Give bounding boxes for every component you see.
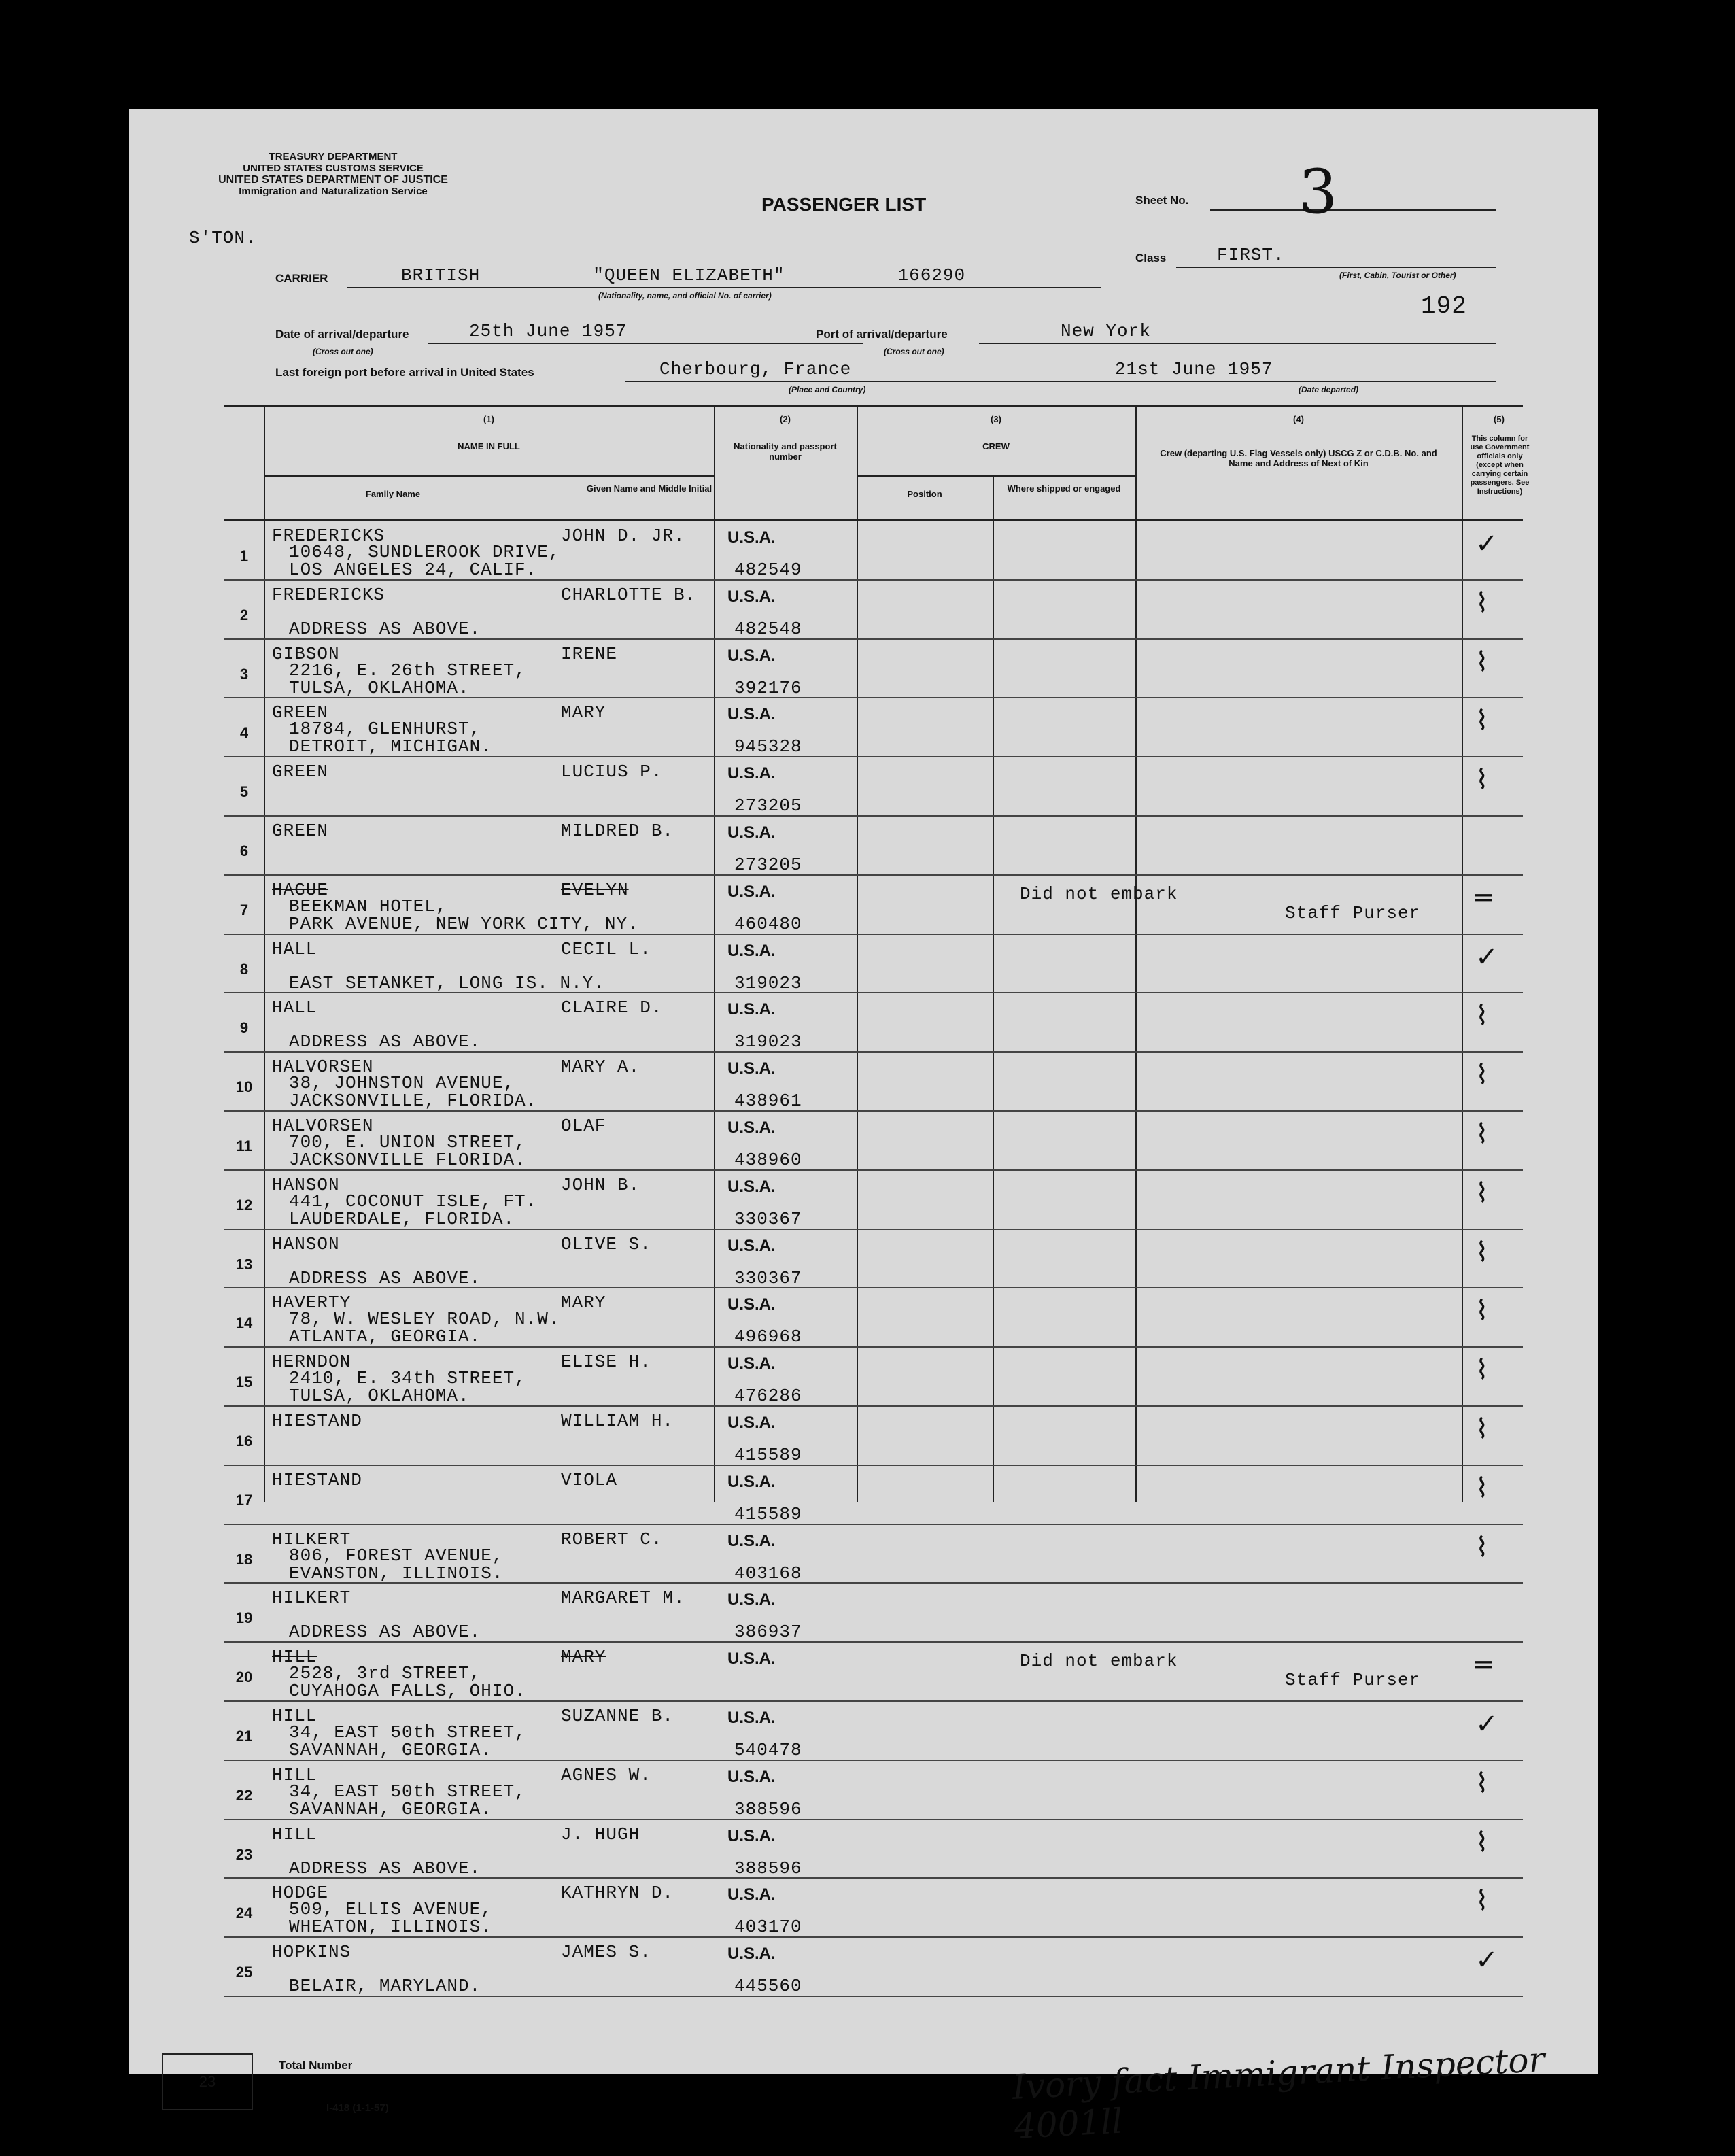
family-name: HILL [272,1647,317,1668]
col2-title: Nationality and passport number [734,441,837,462]
table-row [224,876,1523,935]
given-name: JOHN B. [561,1174,640,1195]
address-line-2: CUYAHOGA FALLS, OHIO. [289,1681,526,1702]
address-line-2: ADDRESS AS ABOVE. [289,1267,481,1288]
given-name: LUCIUS P. [561,762,663,783]
address-line-2: PARK AVENUE, NEW YORK CITY, NY. [289,913,639,934]
nationality: U.S.A. [727,705,776,724]
date-departed-note: (Date departed) [1299,385,1359,394]
nationality: U.S.A. [727,764,776,783]
row-number: 22 [235,1786,253,1804]
inspection-mark: ═ [1475,1649,1492,1681]
family-name: HALVORSEN [272,1115,374,1136]
nationality: U.S.A. [727,587,776,606]
table-row [224,1230,1523,1289]
inspection-mark: ⌇ [1475,1413,1489,1445]
family-name: GREEN [272,702,329,723]
address-line-2: WHEATON, ILLINOIS. [289,1917,492,1938]
row-number: 16 [235,1432,253,1450]
passport-number: 460480 [734,913,802,934]
given-name: VIOLA [561,1469,618,1490]
nationality: U.S.A. [727,882,776,901]
address-line-1: 2216, E. 26th STREET, [289,660,526,681]
address-line-2: JACKSONVILLE FLORIDA. [289,1149,526,1170]
row-number: 8 [239,960,249,978]
row-number: 19 [235,1609,253,1627]
table-row [224,521,1523,581]
table-row [224,1525,1523,1584]
nationality: U.S.A. [727,1472,776,1491]
inspection-mark: ⌇ [1475,1118,1489,1150]
nationality: U.S.A. [727,941,776,960]
table-row [224,1702,1523,1761]
row-number: 6 [239,842,249,859]
nationality: U.S.A. [727,1590,776,1609]
address-line-2: LAUDERDALE, FLORIDA. [289,1208,515,1229]
family-name: HIESTAND [272,1469,362,1490]
table-header [224,405,1530,521]
address-line-1: 34, EAST 50th STREET, [289,1722,526,1743]
col3b-title: Where shipped or engaged [1007,483,1121,494]
class-note: (First, Cabin, Tourist or Other) [1339,271,1456,280]
given-name: MARY [561,1647,606,1668]
address-line-2: EAST SETANKET, LONG IS. N.Y. [289,972,605,993]
table-row [224,1643,1523,1702]
given-name: MILDRED B. [561,820,674,841]
cross-note-1: (Cross out one) [313,347,373,356]
sheet-number: 3 [1299,156,1338,228]
address-line-2: SAVANNAH, GEORGIA. [289,1798,492,1819]
not-embarked-note: Did not embark [1020,1651,1178,1672]
row-number: 20 [235,1669,253,1686]
nationality: U.S.A. [727,1945,776,1964]
passport-number: 388596 [734,1858,802,1879]
family-name: HERNDON [272,1352,351,1373]
inspection-mark: ⌇ [1475,587,1489,619]
family-name: HALL [272,938,317,959]
given-name: OLIVE S. [561,1233,651,1254]
row-number: 2 [239,606,249,623]
inspection-mark: ⌇ [1475,764,1489,796]
family-name: HODGE [272,1883,329,1904]
nationality: U.S.A. [727,1354,776,1373]
address-line-2: TULSA, OKLAHOMA. [289,677,470,698]
row-number: 15 [235,1373,253,1391]
given-name: OLAF [561,1115,606,1136]
given-name: CECIL L. [561,938,651,959]
form-number: I-418 (1-1-57) [326,2102,389,2114]
port-code: S'TON. [189,228,257,248]
address-line-1: 2410, E. 34th STREET, [289,1368,526,1389]
inspection-mark: ⌇ [1475,1826,1489,1858]
last-port-note: (Place and Country) [789,385,866,394]
passport-number: 482548 [734,618,802,639]
family-name: HALVORSEN [272,1057,374,1078]
page-title: PASSENGER LIST [761,194,927,215]
passport-number: 273205 [734,854,802,875]
passport-number: 438960 [734,1149,802,1170]
table-row [224,817,1523,876]
given-name: JOHN D. JR. [561,526,685,546]
inspection-mark: ⌇ [1475,1295,1489,1327]
page-number: 192 [1421,292,1467,320]
col3a-title: Position [907,489,942,499]
passport-number: 273205 [734,795,802,817]
row-number: 9 [239,1019,249,1037]
inspection-mark: ⌇ [1475,1531,1489,1563]
row-number: 7 [239,901,249,919]
given-name: MARY [561,702,606,723]
passport-number: 438961 [734,1091,802,1112]
family-name: HILL [272,1705,317,1726]
address-line-2: JACKSONVILLE, FLORIDA. [289,1091,538,1112]
family-name: HILL [272,1824,317,1845]
date-departed-value: 21st June 1957 [1115,359,1273,379]
inspection-mark: ✓ [1475,1708,1498,1740]
passport-number: 415589 [734,1503,802,1524]
inspector-signature: Ivory fact Immigrant Inspector 4001ll [1011,2039,1546,2146]
date-label: Date of arrival/departure [275,328,409,341]
given-name: J. HUGH [561,1824,640,1845]
table-row [224,1171,1523,1230]
nationality: U.S.A. [727,1649,776,1669]
address-line-1: 34, EAST 50th STREET, [289,1781,526,1802]
given-name: JAMES S. [561,1942,651,1963]
given-name: CHARLOTTE B. [561,584,697,605]
table-row [224,1348,1523,1407]
last-port-label: Last foreign port before arrival in United States [275,366,534,379]
inspection-mark: ⌇ [1475,1177,1489,1209]
nationality: U.S.A. [727,1413,776,1432]
address-line-1: 806, FOREST AVENUE, [289,1545,504,1566]
address-line-1: 2528, 3rd STREET, [289,1663,481,1684]
address-line-1: 18784, GLENHURST, [289,719,481,740]
given-name: SUZANNE B. [561,1705,674,1726]
address-line-1: 10648, SUNDLEROOK DRIVE, [289,542,560,562]
row-number: 24 [235,1904,253,1922]
given-name: CLAIRE D. [561,997,663,1019]
row-number: 18 [235,1550,253,1568]
row-number: 4 [239,724,249,742]
family-name: HILKERT [272,1528,351,1550]
nationality: U.S.A. [727,1885,776,1904]
nationality: U.S.A. [727,1708,776,1727]
inspection-mark: ⌇ [1475,1885,1489,1917]
passport-number: 403168 [734,1562,802,1584]
address-line-2: ADDRESS AS ABOVE. [289,1031,481,1053]
nationality: U.S.A. [727,1236,776,1255]
passport-number: 319023 [734,972,802,993]
nationality: U.S.A. [727,1000,776,1019]
address-line-2: DETROIT, MICHIGAN. [289,736,492,757]
passport-number: 445560 [734,1976,802,1997]
col1b-title: Given Name and Middle Initial [586,483,712,494]
family-name: GREEN [272,820,329,841]
carrier-value: BRITISH "QUEEN ELIZABETH" 166290 [401,265,966,286]
cross-note-2: (Cross out one) [884,347,944,356]
table-row [224,1112,1523,1171]
nationality: U.S.A. [727,1531,776,1550]
address-line-2: ADDRESS AS ABOVE. [289,618,481,639]
passport-number: 392176 [734,677,802,698]
nationality: U.S.A. [727,1118,776,1137]
col1a-title: Family Name [365,489,421,499]
family-name: HAVERTY [272,1293,351,1314]
inspection-mark: ⌇ [1475,646,1489,678]
table-row [224,581,1523,640]
address-line-2: LOS ANGELES 24, CALIF. [289,560,538,580]
last-port-value: Cherbourg, France [659,359,852,379]
col1-title: NAME IN FULL [458,441,520,451]
passport-number: 540478 [734,1739,802,1760]
row-number: 13 [235,1255,253,1273]
address-line-2: SAVANNAH, GEORGIA. [289,1739,492,1760]
family-name: HALL [272,997,317,1019]
family-name: FREDERICKS [272,526,385,546]
staff-purser-note: Staff Purser [1285,902,1421,923]
family-name: HILKERT [272,1588,351,1609]
total-number-label: Total Number [279,2059,353,2072]
col3-title: CREW [982,441,1010,451]
given-name: WILLIAM H. [561,1410,674,1431]
date-value: 25th June 1957 [469,321,628,341]
given-name: ELISE H. [561,1352,651,1373]
port-value: New York [1061,321,1151,341]
nationality: U.S.A. [727,1826,776,1845]
table-row [224,757,1523,817]
agency-header: TREASURY DEPARTMENT UNITED STATES CUSTOMS SERVICE UNITED STATES DEPARTMENT OF JUSTICE Immigration and Naturalization Service [218,151,448,197]
given-name: IRENE [561,643,618,664]
passport-number: 386937 [734,1622,802,1643]
table-body [224,521,1523,1997]
passport-number: 330367 [734,1267,802,1288]
table-row [224,935,1523,994]
address-line-2: ADDRESS AS ABOVE. [289,1858,481,1879]
passport-number: 415589 [734,1444,802,1465]
passport-number: 476286 [734,1386,802,1407]
table-row [224,993,1523,1053]
table-row [224,1053,1523,1112]
row-number: 17 [235,1491,253,1509]
nationality: U.S.A. [727,528,776,547]
col5-title: This column for use Government officials only (except when carrying certain passengers. See Instructions) [1470,434,1530,496]
row-number: 11 [236,1137,252,1154]
inspection-mark: ⌇ [1475,1236,1489,1268]
address-line-2: BELAIR, MARYLAND. [289,1976,481,1997]
given-name: AGNES W. [561,1764,651,1785]
inspection-mark: ⌇ [1475,1000,1489,1032]
table-row [224,698,1523,757]
nationality: U.S.A. [727,1177,776,1196]
family-name: GREEN [272,762,329,783]
given-name: MARGARET M. [561,1588,685,1609]
carrier-note: (Nationality, name, and official No. of carrier) [598,291,772,301]
address-line-1: 78, W. WESLEY ROAD, N.W. [289,1309,560,1330]
passport-number: 496968 [734,1327,802,1348]
inspection-mark: ✓ [1475,1945,1498,1977]
given-name: ROBERT C. [561,1528,663,1550]
port-label: Port of arrival/departure [816,328,948,341]
nationality: U.S.A. [727,1059,776,1078]
address-line-2: ADDRESS AS ABOVE. [289,1622,481,1643]
inspection-mark: ⌇ [1475,705,1489,737]
row-number: 3 [239,665,249,683]
col4-title: Crew (departing U.S. Flag Vessels only) USCG Z or C.D.B. No. and Name and Address of Next of Kin [1160,448,1437,468]
address-line-1: 700, E. UNION STREET, [289,1131,526,1152]
col2-num: (2) [780,414,791,424]
row-number: 23 [235,1845,253,1863]
address-line-2: EVANSTON, ILLINOIS. [289,1562,504,1584]
family-name: HANSON [272,1174,340,1195]
table-row [224,1879,1523,1938]
inspection-mark: ⌇ [1475,1059,1489,1091]
inspection-mark: ═ [1475,882,1492,914]
row-number: 21 [235,1727,253,1745]
address-line-1: BEEKMAN HOTEL, [289,895,447,917]
address-line-2: ATLANTA, GEORGIA. [289,1327,481,1348]
passport-number: 388596 [734,1798,802,1819]
nationality: U.S.A. [727,823,776,842]
inspection-mark: ⌇ [1475,1354,1489,1386]
family-name: GIBSON [272,643,340,664]
row-number: 25 [235,1964,253,1981]
staff-purser-note: Staff Purser [1285,1670,1421,1691]
row-number: 5 [239,783,249,801]
family-name: FREDERICKS [272,584,385,605]
col3-num: (3) [991,414,1001,424]
address-line-2: TULSA, OKLAHOMA. [289,1386,470,1407]
family-name: HILL [272,1764,317,1785]
sheet-label: Sheet No. [1135,194,1189,207]
table-row [224,1584,1523,1643]
table-row [224,1938,1523,1997]
nationality: U.S.A. [727,1295,776,1314]
family-name: HOPKINS [272,1942,351,1963]
table-row [224,640,1523,699]
table-row [224,1761,1523,1820]
table-row [224,1288,1523,1348]
row-number: 10 [235,1078,253,1096]
passenger-table [224,405,1530,1997]
inspection-mark: ✓ [1475,941,1498,973]
row-number: 12 [235,1196,253,1214]
class-label: Class [1135,252,1167,264]
class-value: FIRST. [1217,245,1285,265]
family-name: HAGUE [272,879,329,900]
given-name: MARY [561,1293,606,1314]
address-line-1: 509, ELLIS AVENUE, [289,1899,492,1920]
address-line-1: 441, COCONUT ISLE, FT. [289,1191,538,1212]
col1-num: (1) [483,414,494,424]
inspection-mark: ⌇ [1475,1472,1489,1504]
passport-number: 319023 [734,1031,802,1053]
total-number-box: 23 [162,2053,253,2110]
table-row [224,1466,1523,1525]
carrier-label: CARRIER [275,272,328,285]
row-number: 14 [235,1314,253,1332]
table-row [224,1820,1523,1879]
passport-number: 482549 [734,560,802,580]
inspection-mark: ⌇ [1475,1767,1489,1799]
nationality: U.S.A. [727,1767,776,1786]
passport-number: 403170 [734,1917,802,1938]
not-embarked-note: Did not embark [1020,883,1178,904]
given-name: KATHRYN D. [561,1883,674,1904]
family-name: HANSON [272,1233,340,1254]
address-line-1: 38, JOHNSTON AVENUE, [289,1073,515,1094]
table-row [224,1407,1523,1466]
given-name: MARY A. [561,1057,640,1078]
passenger-list-sheet [129,109,1598,2146]
passport-number: 945328 [734,736,802,757]
col4-num: (4) [1293,414,1304,424]
nationality: U.S.A. [727,646,776,665]
passport-number: 330367 [734,1208,802,1229]
col5-num: (5) [1494,414,1505,424]
given-name: EVELYN [561,879,629,900]
inspection-mark: ✓ [1475,528,1498,560]
row-number: 1 [239,547,249,564]
family-name: HIESTAND [272,1410,362,1431]
